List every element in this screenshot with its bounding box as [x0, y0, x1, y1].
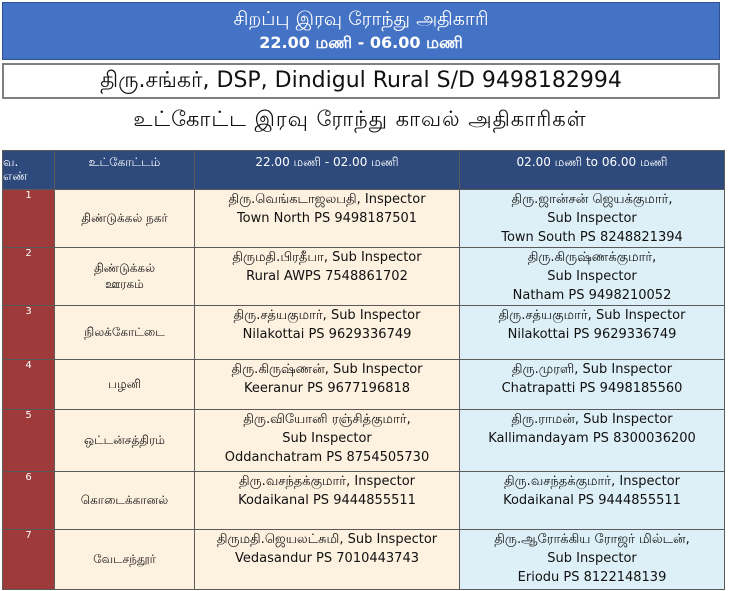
shift-2-officer-cell — [460, 410, 725, 472]
shift-2-officer-cell-line: Sub Inspector — [547, 551, 637, 566]
shift-1-officer-cell-line: திரு.வெங்கடாஜலபதி, Inspector — [228, 192, 426, 207]
subdivision-cell — [55, 190, 195, 248]
shift-1-officer-cell-line: Nilakottai PS 9629336749 — [242, 327, 412, 342]
header-shift-2: 02.00 மணி to 06.00 மணி — [460, 151, 725, 190]
subdivision-cell-line: பழனி — [108, 376, 141, 391]
shift-2-officer-cell — [460, 360, 725, 410]
shift-1-officer-cell-line: Oddanchatram PS 8754505730 — [224, 450, 430, 465]
table-row — [3, 190, 725, 248]
subdivision-cell-line: கொடைக்கானல் — [80, 492, 169, 507]
shift-2-officer-cell-line: திரு.ராமன், Sub Inspector — [511, 412, 673, 427]
shift-1-officer-cell-line: Vedasandur PS 7010443743 — [235, 551, 419, 566]
shift-1-officer-cell-line: திரு.கிருஷ்ணன், Sub Inspector — [231, 362, 423, 377]
subdivision-cell-line: வேடசந்தூர் — [93, 551, 156, 566]
shift-2-officer-cell-line: Eriodu PS 8122148139 — [517, 570, 667, 585]
serial-number-cell: 1 — [3, 190, 55, 248]
shift-2-officer-cell-line: திரு.கிருஷ்ணக்குமார், — [527, 250, 657, 265]
table-row — [3, 530, 725, 590]
shift-1-officer-cell-line: திருமதி.பிரதீபா, Sub Inspector — [232, 250, 422, 265]
table-row — [3, 360, 725, 410]
header-sno: வ. எண் — [3, 151, 55, 190]
shift-1-officer-cell — [195, 248, 460, 306]
shift-2-officer-cell-line: Kodaikanal PS 9444855511 — [503, 493, 681, 508]
serial-number-cell: 5 — [3, 410, 55, 472]
shift-2-officer-cell-line: Sub Inspector — [547, 211, 637, 226]
shift-2-officer-cell-line: Nilakottai PS 9629336749 — [507, 327, 677, 342]
serial-number-cell: 7 — [3, 530, 55, 590]
subdivision-cell — [55, 410, 195, 472]
shift-2-officer-cell-line: திரு.சத்யகுமார், Sub Inspector — [498, 308, 686, 323]
header-shift-1: 22.00 மணி - 02.00 மணி — [195, 151, 460, 190]
table-body — [3, 190, 725, 590]
serial-number-cell: 6 — [3, 472, 55, 530]
shift-2-officer-cell-line: Chatrapatti PS 9498185560 — [501, 381, 683, 396]
subdivision-cell — [55, 248, 195, 306]
shift-1-officer-cell-line: Town North PS 9498187501 — [236, 211, 418, 226]
subdivision-cell — [55, 472, 195, 530]
subdivision-cell-line: நிலக்கோட்டை — [84, 324, 165, 339]
shift-2-officer-cell-line: Town South PS 8248821394 — [501, 230, 683, 245]
shift-2-officer-cell — [460, 190, 725, 248]
shift-2-officer-cell — [460, 248, 725, 306]
subdivision-cell-line: ஊரகம் — [105, 276, 144, 291]
shift-2-officer-cell-line: திரு.ஜான்சன் ஜெயக்குமார், — [511, 192, 673, 207]
subdivision-cell — [55, 530, 195, 590]
shift-1-officer-cell — [195, 306, 460, 360]
banner-title: சிறப்பு இரவு ரோந்து அதிகாரி — [233, 8, 489, 30]
table-row — [3, 306, 725, 360]
serial-number-cell: 4 — [3, 360, 55, 410]
shift-2-officer-cell — [460, 306, 725, 360]
subdivision-cell-line: திண்டுக்கல் — [93, 260, 156, 275]
shift-2-officer-cell — [460, 530, 725, 590]
table-row — [3, 410, 725, 472]
special-officer-line: திரு.சங்கர், DSP, Dindigul Rural S/D 9498182994 — [2, 63, 720, 99]
patrol-roster-table — [2, 150, 725, 590]
table-row — [3, 472, 725, 530]
shift-1-officer-cell-line: திரு.வியோனி ரஞ்சித்குமார், — [243, 412, 411, 427]
table-header-row — [3, 151, 725, 190]
serial-number-cell: 3 — [3, 306, 55, 360]
banner-time: 22.00 மணி - 06.00 மணி — [259, 33, 463, 52]
shift-2-officer-cell-line: Natham PS 9498210052 — [512, 288, 672, 303]
serial-number-cell: 2 — [3, 248, 55, 306]
shift-1-officer-cell-line: திரு.வசந்தக்குமார், Inspector — [238, 474, 416, 489]
shift-2-officer-cell — [460, 472, 725, 530]
subdivision-cell-line: ஒட்டன்சத்திரம் — [84, 432, 165, 447]
shift-2-officer-cell-line: திரு.ஆரோக்கிய ரோஜர் மில்டன், — [494, 532, 690, 547]
page-subtitle: உட்கோட்ட இரவு ரோந்து காவல் அதிகாரிகள் — [133, 107, 587, 131]
shift-1-officer-cell-line: திருமதி.ஜெயலட்சுமி, Sub Inspector — [216, 532, 438, 547]
shift-1-officer-cell-line: Kodaikanal PS 9444855511 — [238, 493, 416, 508]
shift-1-officer-cell — [195, 410, 460, 472]
shift-1-officer-cell — [195, 530, 460, 590]
shift-2-officer-cell-line: Kallimandayam PS 8300036200 — [488, 431, 696, 446]
header-banner — [2, 2, 720, 60]
shift-1-officer-cell-line: Keeranur PS 9677196818 — [243, 381, 411, 396]
table-row — [3, 248, 725, 306]
subdivision-cell — [55, 360, 195, 410]
shift-1-officer-cell-line: திரு.சத்யகுமார், Sub Inspector — [233, 308, 421, 323]
header-subdivision: உட்கோட்டம் — [55, 151, 195, 190]
shift-2-officer-cell-line: திரு.வசந்தக்குமார், Inspector — [503, 474, 681, 489]
shift-1-officer-cell-line: Rural AWPS 7548861702 — [246, 269, 408, 284]
shift-1-officer-cell — [195, 360, 460, 410]
subdivision-cell — [55, 306, 195, 360]
shift-1-officer-cell — [195, 190, 460, 248]
shift-2-officer-cell-line: Sub Inspector — [547, 269, 637, 284]
subdivision-cell-line: திண்டுக்கல் நகர் — [81, 210, 168, 225]
shift-1-officer-cell — [195, 472, 460, 530]
shift-2-officer-cell-line: திரு.முரளி, Sub Inspector — [511, 362, 673, 377]
shift-1-officer-cell-line: Sub Inspector — [282, 431, 372, 446]
